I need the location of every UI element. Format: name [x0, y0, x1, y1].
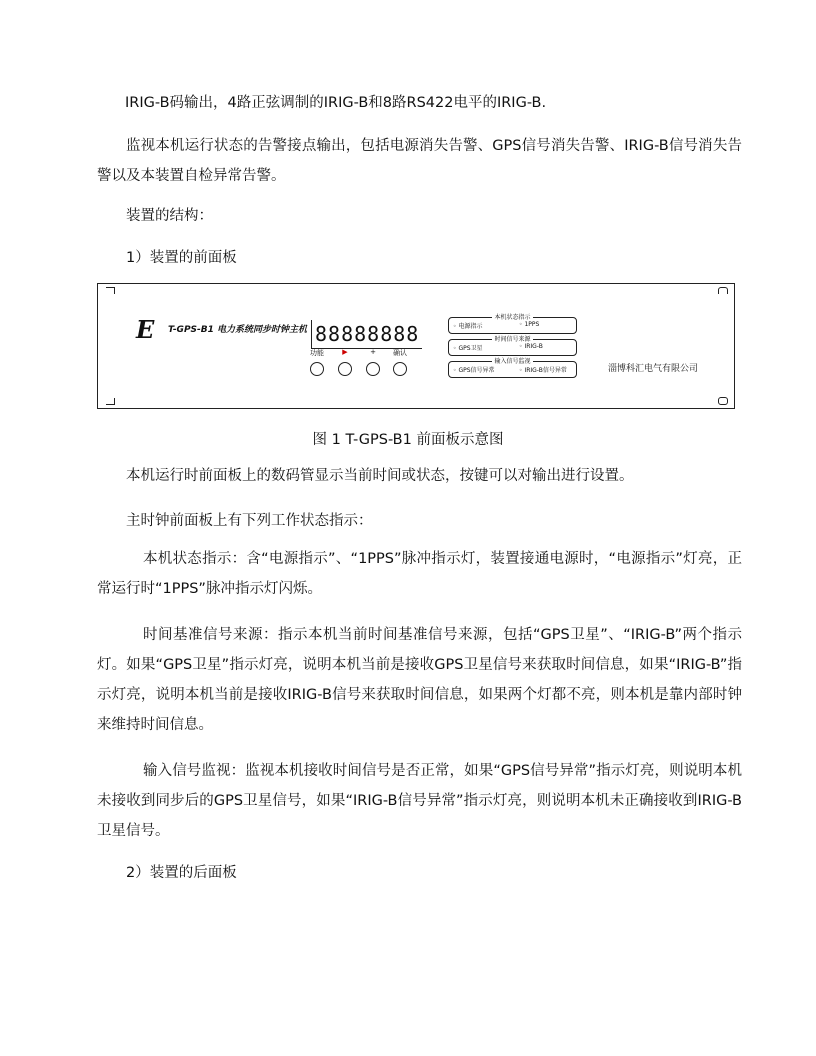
led-label: ◦ 电源指示	[453, 323, 483, 330]
paragraph: 本机状态指示：含“电源指示”、“1PPS”脉冲指示灯，装置接通电源时，“电源指示”灯亮，正常运行时“1PPS”脉冲指示灯闪烁。	[97, 551, 742, 597]
led-label: ◦ IRIG-B	[519, 343, 543, 350]
figure-caption: 图 1 T-GPS-B1 前面板示意图	[312, 432, 504, 448]
paragraph: 主时钟前面板上有下列工作状态指示：	[126, 513, 373, 529]
function-knob	[310, 362, 324, 376]
group-title: 输入信号监视	[494, 358, 531, 365]
paragraph: 监视本机运行状态的告警接点输出，包括电源消失告警、GPS信号消失告警、IRIG-B信号消失告警以及本装置自检异常告警。	[97, 138, 742, 184]
led-label: ◦ GPS信号异常	[453, 367, 495, 374]
paragraph: 本机运行时前面板上的数码管显示当前时间或状态，按键可以对输出进行设置。	[126, 468, 634, 484]
paragraph: 时间基准信号来源：指示本机当前时间基准信号来源，包括“GPS卫星”、“IRIG-B”两个指示灯。如果“GPS卫星”指示灯亮，说明本机当前是接收GPS卫星信号来获取时间信息，如果“IRIG-B”指示灯亮，说明本机当前是接收IRIG-B信号来获取时间信息，如果两个灯都不亮，则本机是靠内部时钟来维持时间信息。	[97, 627, 742, 733]
group-title: 本机状态指示	[494, 314, 531, 321]
shift-knob	[338, 362, 352, 376]
confirm-knob	[393, 362, 407, 376]
led-label: ◦ GPS卫星	[453, 345, 483, 352]
group-title: 时间信号来源	[494, 336, 531, 343]
mount-hook-icon	[106, 287, 115, 294]
device-title: T-GPS-B1 电力系统同步时钟主机	[168, 325, 308, 335]
company-name: 淄博科汇电气有限公司	[608, 364, 699, 374]
plus-knob	[366, 362, 380, 376]
button-label: 功能	[310, 349, 324, 357]
paragraph: 输入信号监视：监视本机接收时间信号是否正常，如果“GPS信号异常”指示灯亮，则说明本机未接收到同步后的GPS卫星信号，如果“IRIG-B信号异常”指示灯亮，则说明本机未正确接收到IRIG-B卫星信号。	[97, 763, 742, 839]
led-label: ◦ IRIG-B信号异常	[519, 367, 567, 374]
time-source-group	[448, 336, 577, 356]
front-panel-figure	[97, 283, 735, 409]
mount-hook-icon	[718, 287, 728, 294]
paragraph: IRIG-B码输出，4路正弦调制的IRIG-B和8路RS422电平的IRIG-B.	[125, 95, 547, 111]
button-label: ▶	[342, 348, 348, 356]
paragraph: 2）装置的后面板	[126, 865, 237, 881]
input-monitor-group	[448, 358, 577, 378]
seven-segment-display: 88888888	[311, 320, 422, 349]
status-group	[448, 314, 577, 334]
mount-hook-icon	[106, 398, 115, 405]
button-label: +	[370, 348, 376, 356]
mount-hook-icon	[718, 397, 728, 405]
paragraph: 装置的结构：	[126, 208, 213, 224]
brand-logo: E	[136, 315, 155, 344]
led-label: ◦ 1PPS	[519, 321, 540, 328]
button-label: 确认	[393, 349, 407, 357]
paragraph: 1）装置的前面板	[126, 250, 237, 266]
